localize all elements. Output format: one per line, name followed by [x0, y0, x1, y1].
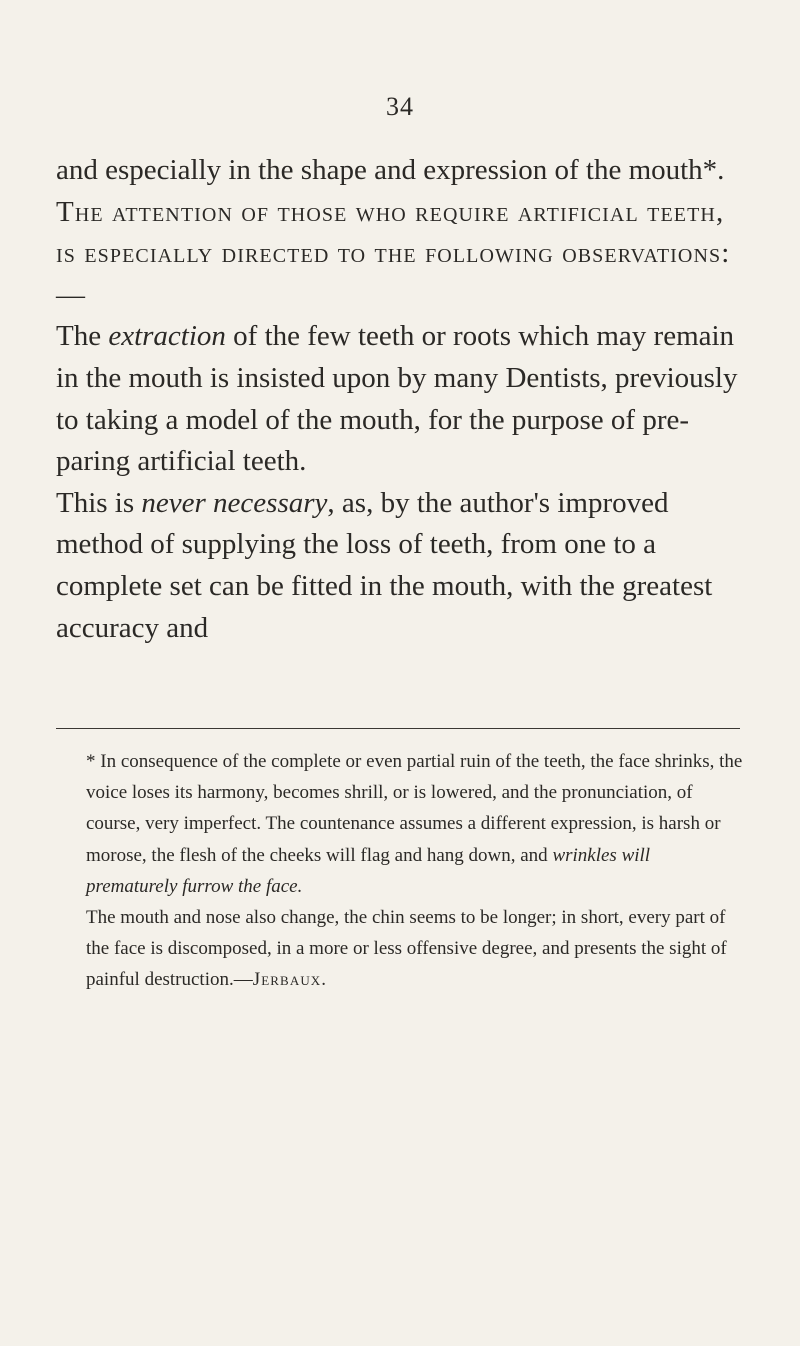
paragraph-1: and especially in the shape and expression of the mouth*.	[56, 154, 725, 186]
footnote-signature: Jerbaux.	[252, 969, 328, 991]
paragraph-4-start: This is	[56, 486, 142, 519]
paragraph-4-end: , as, by the author's improved method of supplying the loss of teeth, from one to a complete set can be fitted in the mouth, with the greatest accuracy and	[56, 486, 713, 644]
footnote-rule	[56, 728, 740, 729]
paragraph-3-start: The	[56, 320, 109, 353]
footnote-text-2: The mouth and nose also change, the chin seems to be longer; in short, every part of the face is discomposed, in a more or less offensive degree, and presents the sight of painful destruction.—	[86, 907, 727, 991]
paragraph-3-italic: extraction	[108, 320, 226, 353]
page-number: 34	[386, 92, 414, 121]
footnote	[56, 746, 746, 996]
paragraph-4-italic: never necessary	[141, 486, 328, 519]
paragraph-2-smallcaps: The attention of those who require artificial teeth, is especially directed to the following observations:—	[56, 195, 731, 311]
paragraph-3	[56, 316, 740, 482]
body-text	[56, 150, 740, 649]
footnote-paragraph-2	[56, 902, 746, 996]
footnote-marker: *	[86, 751, 101, 772]
footnote-text-1: In consequence of the complete or even partial ruin of the teeth, the face shrinks, the voice loses its harmony, becomes shrill, or is lowered, and the pronunciation, of course, very imperfect. The countenance assumes a different expression, is harsh or morose, the flesh of the cheeks will flag and hang down, and	[86, 751, 743, 866]
paragraph-4	[56, 483, 740, 649]
footnote-paragraph-1	[56, 746, 746, 902]
footnote-italic: wrinkles will prematurely furrow the face.	[86, 844, 651, 897]
paragraph-3-end: of the few teeth or roots which may remain in the mouth is insisted upon by many Dentists, previously to taking a model of the mouth, for the purpose of pre-paring artificial teeth.	[56, 320, 738, 478]
